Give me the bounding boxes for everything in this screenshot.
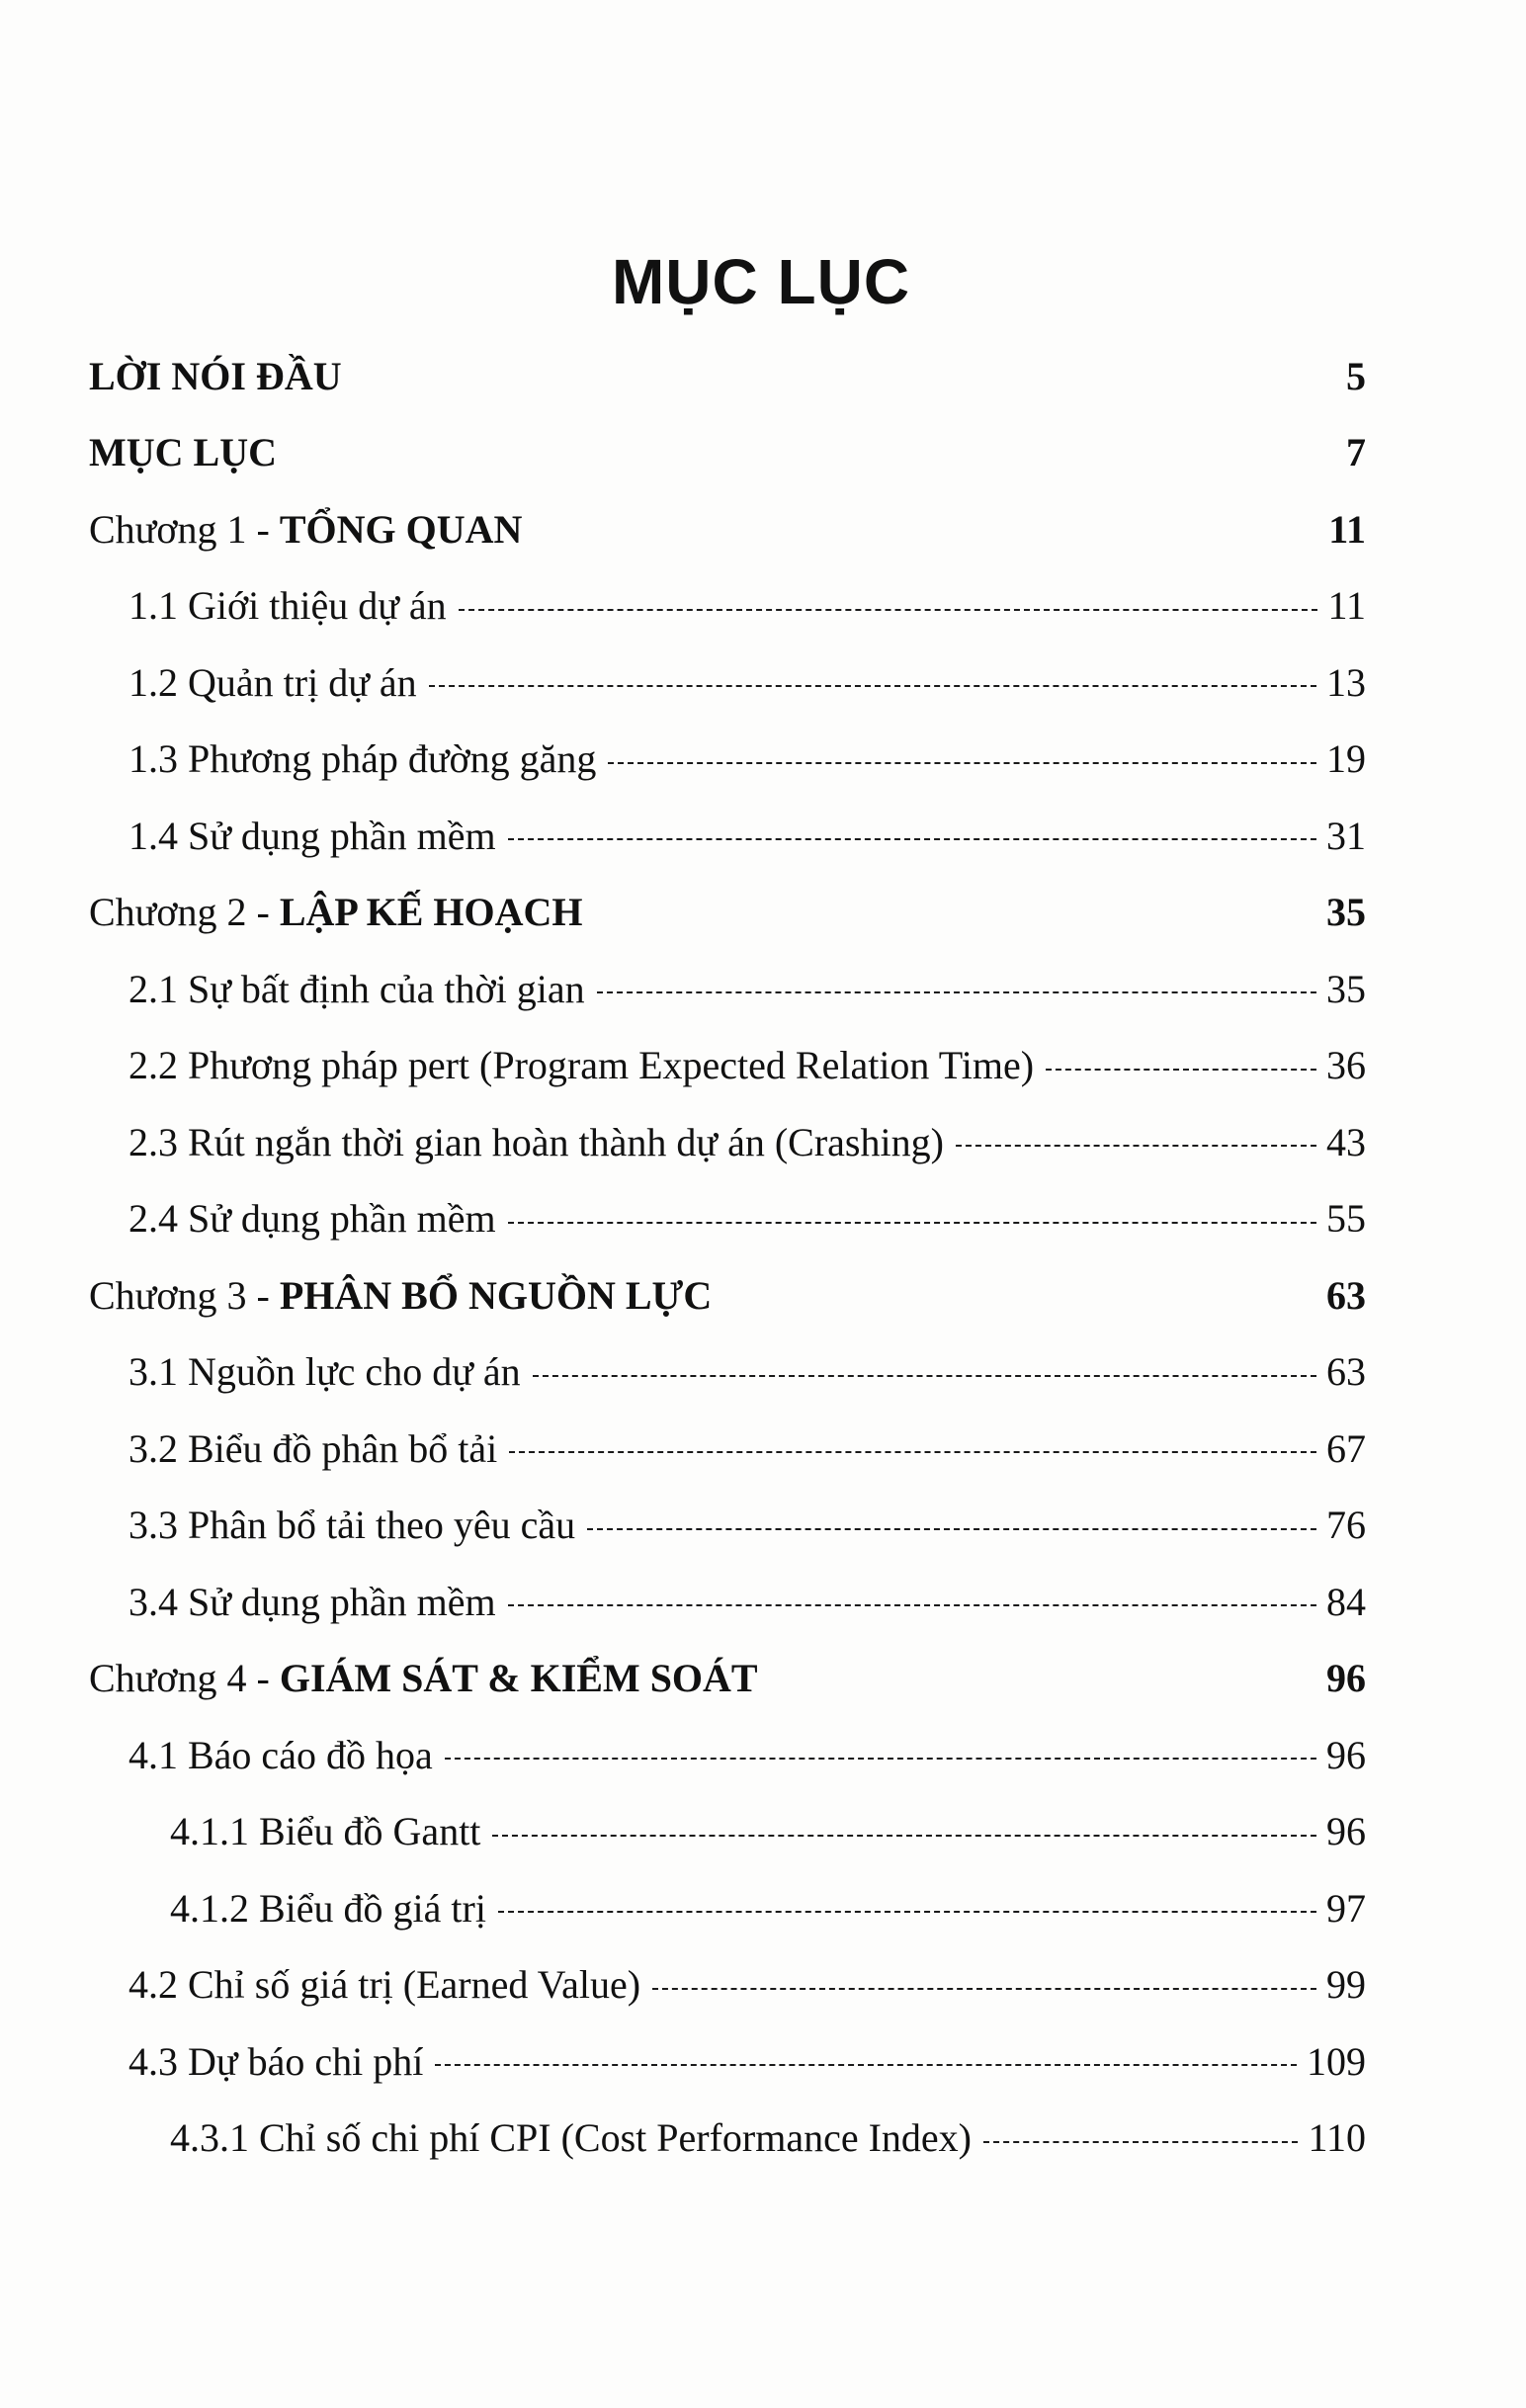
toc-entry-label: 4.3 Dự báo chi phí (128, 2038, 424, 2084)
toc-entry-label: 2.1 Sự bất định của thời gian (128, 966, 585, 1011)
toc-entry-chapter (89, 883, 1366, 942)
dot-leader (608, 762, 1316, 764)
chapter-title: GIÁM SÁT & KIỂM SOÁT (279, 1656, 758, 1700)
toc-entry-section (128, 1342, 1366, 1402)
toc-page-number: 11 (1327, 583, 1366, 628)
toc-page-number: 31 (1326, 813, 1366, 858)
toc-entry-label: 3.1 Nguồn lực cho dự án (128, 1349, 521, 1394)
dot-leader (459, 609, 1318, 611)
toc-page-number: 84 (1326, 1579, 1366, 1624)
toc-entry-label: 4.2 Chỉ số giá trị (Earned Value) (128, 1962, 641, 2007)
toc-entry-section (128, 730, 1366, 789)
toc-page-number: 96 (1326, 1656, 1366, 1700)
dot-leader (956, 1145, 1316, 1147)
toc-entry-label (89, 1655, 758, 1701)
dot-leader (1046, 1069, 1316, 1071)
toc-page-number: 76 (1326, 1503, 1366, 1547)
toc-entry-label: 2.4 Sử dụng phần mềm (128, 1196, 496, 1241)
toc-page-number: 13 (1326, 659, 1366, 705)
toc-entry-section (128, 959, 1366, 1018)
dot-leader (508, 838, 1316, 840)
dot-leader (597, 991, 1316, 993)
chapter-title: TỔNG QUAN (279, 506, 523, 552)
toc-entry-label: 4.1.1 Biểu đồ Gantt (170, 1809, 481, 1853)
toc-page-number: 19 (1326, 736, 1366, 781)
toc-page-number: 5 (1346, 353, 1366, 398)
toc-page-number: 63 (1326, 1272, 1366, 1318)
toc-entry-front (89, 346, 1366, 405)
toc-entry-section (128, 1725, 1366, 1784)
toc-page-number: 109 (1307, 2038, 1366, 2084)
dot-leader (587, 1528, 1316, 1530)
dot-leader (983, 2141, 1298, 2143)
toc-entry-label: 3.4 Sử dụng phần mềm (128, 1579, 496, 1624)
toc-page-number: 7 (1346, 430, 1366, 474)
toc-page-number: 99 (1326, 1962, 1366, 2007)
toc-entry-section (170, 2108, 1366, 2168)
toc-entry-label: MỤC LỤC (89, 430, 277, 474)
toc-entry-label: 1.3 Phương pháp đường găng (128, 736, 597, 781)
chapter-prefix: Chương 1 - (89, 506, 280, 552)
toc-entry-label (89, 889, 583, 935)
toc-entry-section (128, 1112, 1366, 1171)
page-title: MỤC LỤC (611, 246, 911, 317)
toc-page-number: 96 (1326, 1809, 1366, 1853)
toc-page-number: 36 (1326, 1043, 1366, 1087)
toc-entry-label: 2.3 Rút ngắn thời gian hoàn thành dự án (Crashing) (128, 1119, 944, 1164)
toc-entry-section (128, 806, 1366, 865)
toc-entry-section (128, 2031, 1366, 2091)
toc-entry-label: 1.4 Sử dụng phần mềm (128, 813, 496, 858)
toc-page-number: 63 (1326, 1349, 1366, 1394)
chapter-prefix: Chương 2 - (89, 890, 280, 934)
dot-leader (652, 1988, 1316, 1990)
toc-entry-label: 3.2 Biểu đồ phân bổ tải (128, 1425, 498, 1471)
dot-leader (435, 2064, 1297, 2066)
toc-entry-label: 4.1.2 Biểu đồ giá trị (170, 1885, 486, 1931)
chapter-title: PHÂN BỔ NGUỒN LỰC (279, 1272, 713, 1318)
toc-page-number: 43 (1326, 1119, 1366, 1164)
toc-entry-chapter (89, 1649, 1366, 1708)
toc-page-number: 11 (1328, 506, 1366, 552)
dot-leader (492, 1835, 1316, 1837)
toc-entry-section (170, 1878, 1366, 1937)
toc-entry-chapter (89, 1265, 1366, 1325)
toc-page-number: 35 (1326, 966, 1366, 1011)
toc-entry-label: 3.3 Phân bổ tải theo yêu cầu (128, 1503, 576, 1547)
toc-page-number: 96 (1326, 1732, 1366, 1777)
toc-entry-section (128, 576, 1366, 636)
toc-entry-section (128, 1036, 1366, 1095)
toc-entry-section (128, 652, 1366, 712)
toc-entry-chapter (89, 499, 1366, 559)
toc-entry-section (128, 1419, 1366, 1478)
toc-page-number: 67 (1326, 1425, 1366, 1471)
toc-entry-section (128, 1572, 1366, 1631)
toc-page-number: 35 (1326, 890, 1366, 934)
toc-entry-label: LỜI NÓI ĐẦU (89, 353, 342, 398)
dot-leader (508, 1222, 1316, 1224)
dot-leader (429, 685, 1316, 687)
toc-entry-section (128, 1955, 1366, 2015)
dot-leader (508, 1604, 1316, 1606)
dot-leader (498, 1911, 1316, 1913)
chapter-prefix: Chương 3 - (89, 1272, 280, 1318)
toc-entry-label: 2.2 Phương pháp pert (Program Expected Relation Time) (128, 1043, 1035, 1087)
dot-leader (509, 1451, 1316, 1453)
toc-page-number: 55 (1326, 1196, 1366, 1241)
toc-entry-label: 1.2 Quản trị dự án (128, 659, 417, 705)
chapter-prefix: Chương 4 - (89, 1656, 280, 1700)
toc-entry-label (89, 1272, 712, 1319)
dot-leader (445, 1758, 1316, 1760)
toc-entry-label: 4.3.1 Chỉ số chi phí CPI (Cost Performance Index) (170, 2115, 972, 2160)
toc-page-number: 97 (1326, 1885, 1366, 1931)
dot-leader (533, 1375, 1316, 1377)
toc-entry-section (128, 1189, 1366, 1248)
toc-page-number: 110 (1308, 2115, 1366, 2160)
toc-entry-label: 4.1 Báo cáo đồ họa (128, 1732, 433, 1777)
toc-entry-front (89, 423, 1366, 482)
toc-entry-label (89, 506, 522, 553)
toc-entry-label: 1.1 Giới thiệu dự án (128, 583, 447, 628)
chapter-title: LẬP KẾ HOẠCH (279, 890, 583, 934)
toc-entry-section (128, 1496, 1366, 1555)
toc-entry-section (170, 1802, 1366, 1861)
